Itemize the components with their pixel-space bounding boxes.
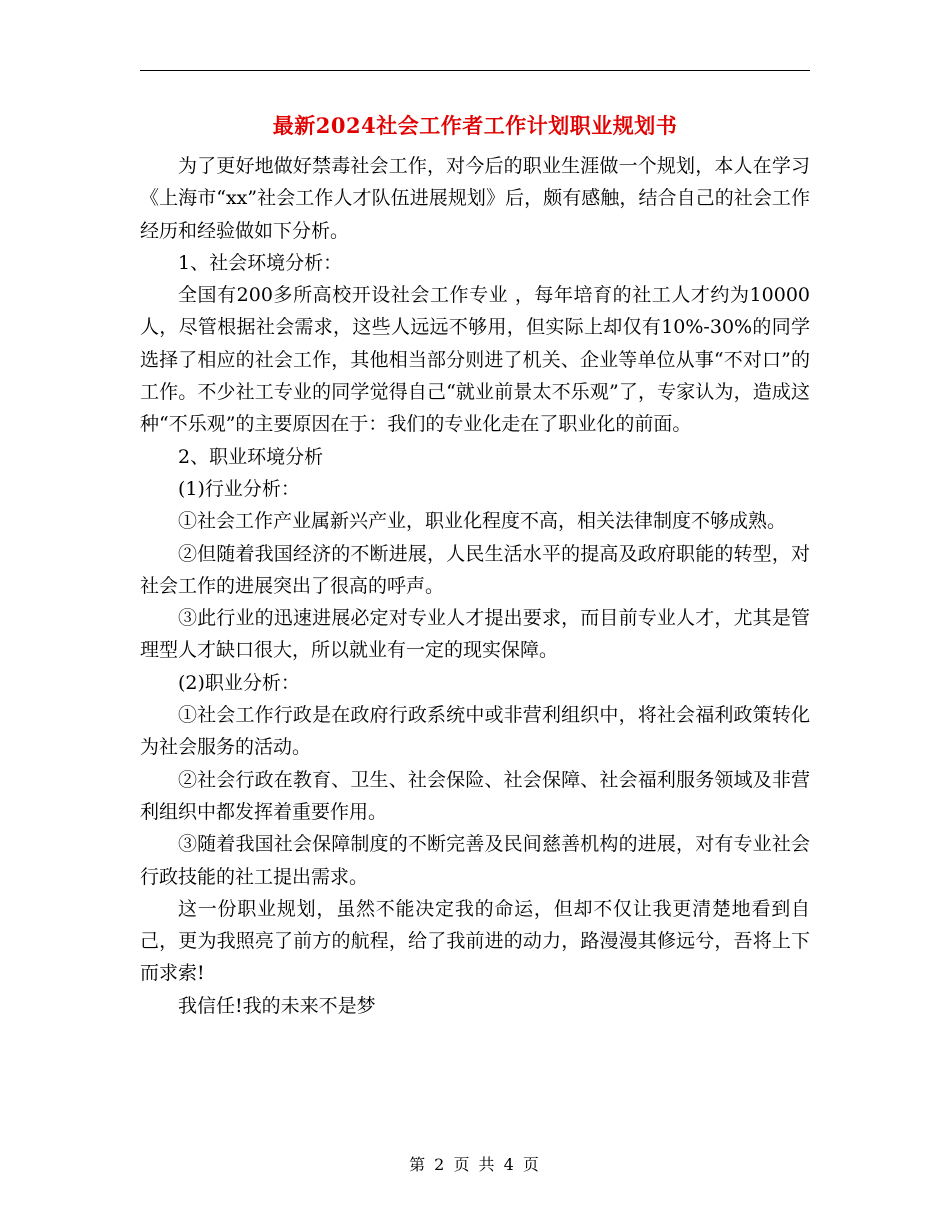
paragraph-industry-point-1: ①社会工作产业属新兴产业，职业化程度不高，相关法律制度不够成熟。: [178, 510, 787, 533]
paragraph-career-point-3: ③随着我国社会保障制度的不断完善及民间慈善机构的进展，对有专业社会行政技能的社工提出需求。: [140, 833, 810, 888]
heading-social-environment: 1、社会环境分析：: [178, 251, 343, 274]
page-number: 第 2 页 共 4 页: [409, 1155, 541, 1174]
subheading-career-analysis: (2)职业分析：: [178, 671, 300, 694]
paragraph-closing: 我信任!我的未来不是梦: [178, 994, 376, 1017]
paragraph-social-environment: 全国有200多所高校开设社会工作专业 ，每年培育的社工人才约为10000人，尽管根据社会需求，这些人远远不够用，但实际上却仅有10%-30%的同学选择了相应的社会工作，其他相当部分则进了机关、企业等单位从事“不对口”的工作。不少社工专业的同学觉得自己“就业前景太不乐观”了，专家认为，造成这种“不乐观”的主要原因在于：我们的专业化走在了职业化的前面。: [140, 284, 810, 436]
header-rule: [140, 70, 810, 71]
paragraph-industry-point-3: ③此行业的迅速进展必定对专业人才提出要求，而目前专业人才，尤其是管理型人才缺口很大，所以就业有一定的现实保障。: [140, 607, 810, 662]
paragraph-intro: 为了更好地做好禁毒社会工作，对今后的职业生涯做一个规划，本人在学习《上海市“xx”社会工作人才队伍进展规划》后，颇有感触，结合自己的社会工作经历和经验做如下分析。: [140, 155, 810, 242]
paragraph-career-point-2: ②社会行政在教育、卫生、社会保险、社会保障、社会福利服务领域及非营利组织中都发挥着重要作用。: [140, 768, 810, 823]
paragraph-career-point-1: ①社会工作行政是在政府行政系统中或非营利组织中，将社会福利政策转化为社会服务的活动。: [140, 704, 810, 759]
document-body: [140, 150, 810, 1022]
subheading-industry-analysis: (1)行业分析：: [178, 477, 300, 500]
heading-career-environment: 2、职业环境分析: [178, 445, 324, 468]
paragraph-industry-point-2: ②但随着我国经济的不断进展，人民生活水平的提高及政府职能的转型，对社会工作的进展突出了很高的呼声。: [140, 542, 810, 597]
paragraph-conclusion: 这一份职业规划，虽然不能决定我的命运，但却不仅让我更清楚地看到自己，更为我照亮了前方的航程，给了我前进的动力，路漫漫其修远兮，吾将上下而求索!: [140, 897, 810, 985]
document-title: 最新2024社会工作者工作计划职业规划书: [272, 113, 678, 138]
